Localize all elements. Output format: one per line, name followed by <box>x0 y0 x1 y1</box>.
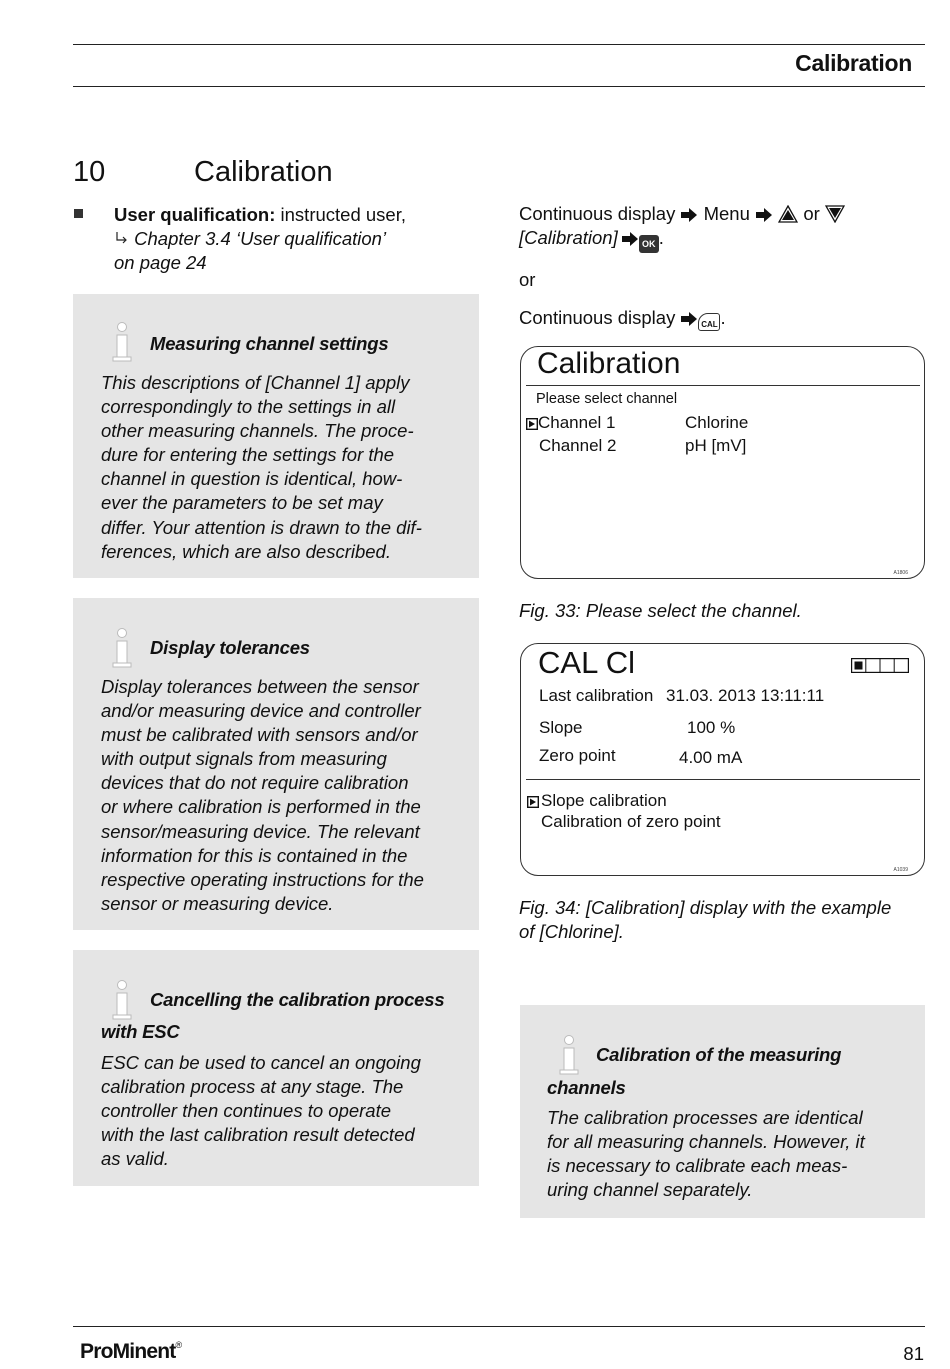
channel-row-1[interactable]: Channel 1 <box>538 413 616 432</box>
note-line: for all measuring channels. However, it <box>547 1131 865 1153</box>
note-body <box>547 1106 865 1202</box>
note-line: and/or measuring device and controller <box>101 700 421 722</box>
note-title: Display tolerances <box>150 637 310 658</box>
qualification-value: instructed user, <box>280 204 406 225</box>
nav-calibration: [Calibration] <box>519 227 618 248</box>
screen-prompt: Please select channel <box>536 391 678 407</box>
note-line: is necessary to calibrate each meas- <box>547 1155 848 1177</box>
note-line: The calibration processes are identical <box>547 1107 863 1128</box>
navigation-path <box>519 202 939 331</box>
cal-key-icon: CAL <box>698 313 720 331</box>
channel-row-2-value: pH [mV] <box>685 436 747 455</box>
user-qualification <box>114 203 474 275</box>
note-line: channel in question is identical, how- <box>101 468 403 490</box>
last-calibration-value: 31.03. 2013 13:11:11 <box>666 686 825 705</box>
nav-period: . <box>720 307 726 328</box>
option-slope-calibration[interactable]: Slope calibration <box>541 791 667 810</box>
note-line: with output signals from measuring <box>101 748 387 770</box>
zero-point-value: 4.00 mA <box>679 748 743 767</box>
note-line: sensor/measuring device. The relevant <box>101 820 420 842</box>
cross-reference-arrow-icon <box>114 231 129 246</box>
note-line: differ. Your attention is drawn to the dif- <box>101 516 422 538</box>
cursor-icon <box>526 418 538 430</box>
note-line: or where calibration is performed in the <box>101 796 421 818</box>
display-cal-cl <box>520 643 925 876</box>
note-body <box>101 371 422 564</box>
channel-row-1-value: Chlorine <box>685 413 749 432</box>
note-line: sensor or measuring device. <box>101 892 334 914</box>
qualification-ref-line2: on page 24 <box>114 252 207 273</box>
note-title-line2: channels <box>547 1077 626 1098</box>
qualification-label: User qualification: <box>114 204 276 225</box>
note-body <box>101 1051 421 1171</box>
note-line: must be calibrated with sensors and/or <box>101 724 418 746</box>
note-title-line1: Cancelling the calibration process <box>150 989 445 1010</box>
note-line: ESC can be used to cancel an ongoing <box>101 1052 421 1073</box>
note-line: This descriptions of [Channel 1] apply <box>101 372 410 393</box>
option-zero-point-calibration[interactable]: Calibration of zero point <box>541 812 721 831</box>
caption-line: of [Chlorine]. <box>519 921 624 942</box>
info-icon <box>110 628 134 668</box>
note-title-line1: Calibration of the measuring <box>596 1044 842 1065</box>
qualification-ref-line1: Chapter 3.4 ‘User qualification’ <box>134 228 387 249</box>
note-cancelling-calibration <box>73 950 479 1186</box>
nav-or-line: or <box>519 269 536 290</box>
header-rule-bottom <box>73 86 925 87</box>
brand-logo: ProMinent® <box>80 1340 182 1363</box>
note-line: devices that do not require calibration <box>101 772 409 794</box>
running-title: Calibration <box>795 50 912 76</box>
note-title-line2: with ESC <box>101 1021 180 1042</box>
note-body <box>101 675 424 916</box>
cursor-icon <box>527 796 539 808</box>
note-line: Display tolerances between the sensor <box>101 676 419 697</box>
note-line: correspondingly to the settings in all <box>101 396 396 418</box>
figure-code: A1806 <box>893 570 908 576</box>
figure-code: A1039 <box>893 867 908 873</box>
note-line: controller then continues to operate <box>101 1100 392 1122</box>
note-line: calibration process at any stage. The <box>101 1076 404 1098</box>
note-line: dure for entering the settings for the <box>101 444 395 466</box>
nav-continuous-display-2: Continuous display <box>519 307 676 328</box>
arrow-right-icon <box>680 208 698 222</box>
arrow-right-icon <box>621 232 639 246</box>
info-icon <box>557 1035 581 1075</box>
figure-caption-34 <box>519 896 929 944</box>
last-calibration-label: Last calibration <box>539 686 654 705</box>
note-line: uring channel separately. <box>547 1179 753 1201</box>
note-line: other measuring channels. The proce- <box>101 420 414 442</box>
bullet-square <box>74 209 83 218</box>
note-display-tolerances <box>73 598 479 930</box>
screen-title: CAL Cl <box>538 645 636 680</box>
figure-caption-33: Fig. 33: Please select the channel. <box>519 600 802 621</box>
up-key-icon <box>778 205 798 223</box>
section-title: Calibration <box>194 156 333 188</box>
slope-value: 100 % <box>687 718 736 737</box>
channel-row-2[interactable]: Channel 2 <box>539 436 617 455</box>
section-number: 10 <box>73 156 106 188</box>
nav-period: . <box>658 227 664 248</box>
note-title: Measuring channel settings <box>150 333 389 354</box>
display-select-channel <box>520 346 925 579</box>
screen-title: Calibration <box>537 347 681 380</box>
progress-indicator-icon <box>851 658 909 673</box>
note-measuring-channel-settings <box>73 294 479 578</box>
info-icon <box>110 322 134 362</box>
arrow-right-icon <box>680 312 698 326</box>
brand-name: ProMinent <box>80 1340 176 1363</box>
nav-continuous-display: Continuous display <box>519 203 676 224</box>
header-rule-top <box>73 44 925 45</box>
screen-divider <box>526 779 920 780</box>
arrow-right-icon <box>755 208 773 222</box>
note-line: as valid. <box>101 1148 169 1170</box>
slope-label: Slope <box>539 718 583 737</box>
zero-point-label: Zero point <box>539 746 616 765</box>
info-icon <box>110 980 134 1020</box>
footer-rule <box>73 1326 925 1327</box>
page-number: 81 <box>903 1343 924 1364</box>
down-key-icon <box>825 205 845 223</box>
screen-title-rule <box>526 385 920 386</box>
note-line: respective operating instructions for the <box>101 868 424 890</box>
note-line: information for this is contained in the <box>101 844 408 866</box>
note-line: with the last calibration result detected <box>101 1124 415 1146</box>
note-line: ever the parameters to be set may <box>101 492 383 514</box>
nav-or: or <box>803 203 820 224</box>
note-line: ferences, which are also described. <box>101 540 391 562</box>
ok-key-icon: OK <box>639 235 659 253</box>
caption-line: Fig. 34: [Calibration] display with the example <box>519 897 892 918</box>
note-calibration-of-channels <box>520 1005 925 1218</box>
nav-menu: Menu <box>703 203 750 224</box>
